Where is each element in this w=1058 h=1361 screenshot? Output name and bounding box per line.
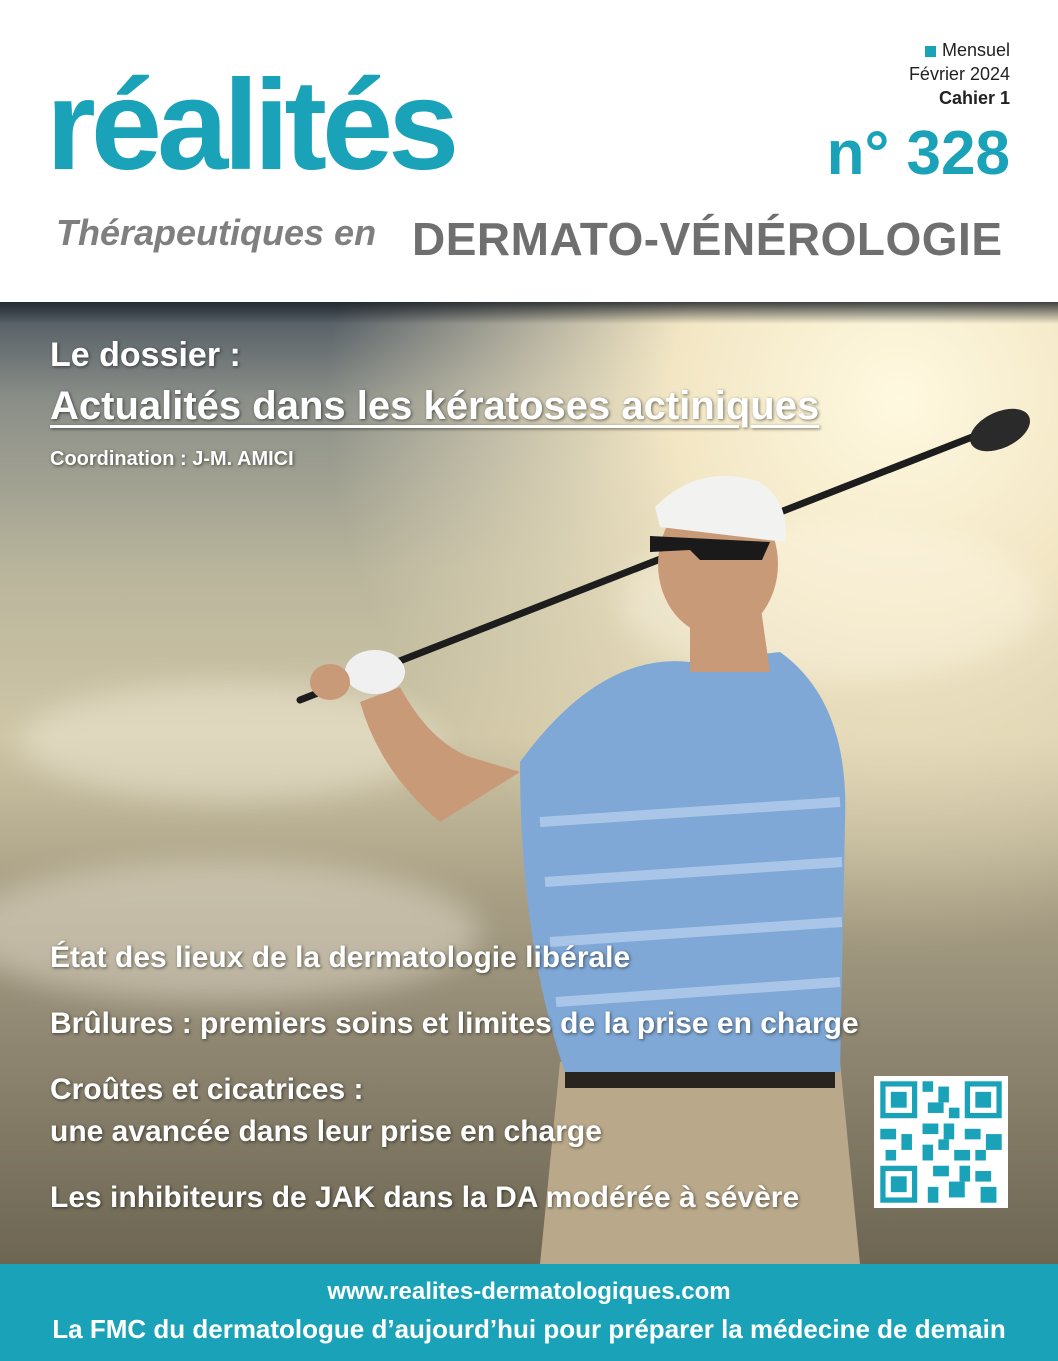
cahier-label: Cahier 1 [938, 88, 1010, 108]
topic-item: une avancée dans leur prise en charge [50, 1115, 602, 1148]
dossier-title: Actualités dans les kératoses actiniques [50, 384, 820, 428]
topic-item: Croûtes et cicatrices : [50, 1073, 364, 1106]
issue-date: Février 2024 [908, 64, 1010, 84]
dossier-label: Le dossier : [50, 336, 241, 374]
footer-tagline: La FMC du dermatologue d’aujourd’hui pour préparer la médecine de demain [52, 1314, 1006, 1344]
issue-number: n° 328 [826, 119, 1010, 188]
square-bullet-icon [925, 46, 936, 57]
cover-photo [0, 302, 1058, 1264]
topic-item: Les inhibiteurs de JAK dans la DA modérée à sévère [50, 1181, 800, 1214]
topic-item: État des lieux de la dermatologie libérale [50, 941, 631, 974]
cover-header [0, 0, 1058, 302]
topic-item: Brûlures : premiers soins et limites de la prise en charge [50, 1007, 859, 1040]
issue-meta [909, 38, 1010, 110]
magazine-logo: réalités [46, 54, 455, 197]
frequency-text: Mensuel [941, 40, 1010, 60]
subtitle-italic: Thérapeutiques en [56, 212, 377, 253]
qr-code-icon[interactable] [874, 1076, 1008, 1208]
cover-footer [0, 1264, 1058, 1361]
website-link[interactable]: www.realites-dermatologiques.com [327, 1278, 731, 1305]
subtitle-specialty: DERMATO-VÉNÉROLOGIE [412, 213, 1003, 265]
frequency-line [909, 38, 1010, 62]
coordination-line: Coordination : J-M. AMICI [50, 448, 294, 470]
